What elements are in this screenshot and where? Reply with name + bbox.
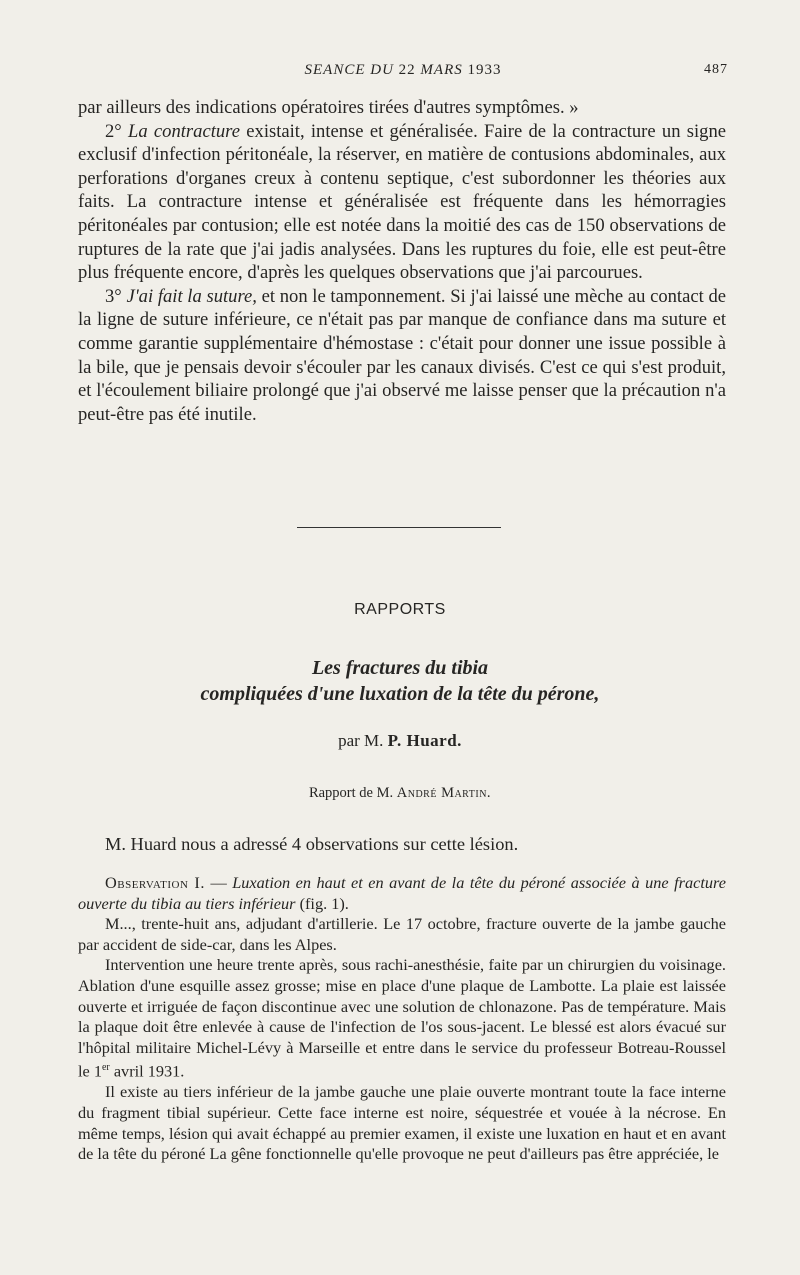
observation-p2-text: Intervention une heure trente après, sous rachi-anesthésie, faite par un chirurgien du voisinage. Ablation d'une esquille assez grosse; mise en place d'une plaque de Lambotte. La plaie est laissée ouverte et irriguée de façon discontinue avec une solution de chlonazone. Pas de température. Mais la plaque doit être enlevée à cause de l'infection de l'os sous-jacent. Le blessé est alors évacué sur l'hôpital militaire Michel-Lévy à Marseille et entre dans le service du professeur Botreau-Roussel le: [78, 955, 726, 1081]
p2-number: 2°: [105, 120, 122, 142]
article-author: [0, 731, 800, 751]
running-header: [78, 62, 728, 84]
p3-emphasis: J'ai fait la suture,: [126, 285, 257, 307]
observation-label: Observation I.: [105, 873, 205, 892]
body-text-top: [78, 96, 726, 426]
running-year: 1933: [467, 62, 502, 78]
observation-p2-end: avril 1931.: [113, 1061, 185, 1081]
article-title-line-1: Les fractures du tibia: [311, 657, 489, 679]
author-prefix: par M.: [338, 731, 384, 750]
figure-ref: (fig. 1).: [299, 893, 349, 913]
paragraph-3: [78, 285, 726, 427]
observation-title: Luxation en haut et en avant de la tête du péroné associée à une fracture ouverte du tibia au tiers inférieur: [78, 873, 726, 913]
p3-number: 3°: [105, 285, 122, 307]
p2-emphasis: La contracture: [128, 120, 240, 142]
author-name: P. Huard.: [387, 731, 462, 750]
report-byline: [0, 785, 800, 802]
article-intro: M. Huard nous a adressé 4 observations sur cette lésion.: [105, 834, 519, 854]
section-divider: [297, 527, 501, 528]
section-heading: RAPPORTS: [354, 601, 446, 618]
observation-p2-day: 1: [93, 1061, 102, 1081]
report-prefix: Rapport de M.: [308, 785, 394, 801]
observation-paragraph-3: Il existe au tiers inférieur de la jambe gauche une plaie ouverte montrant toute la face interne du fragment tibial supérieur. Cette face interne est noire, séquestrée et vouée à la nécrose. En même temps, lésion qui avait échappé au premier examen, il existe une luxation en haut et en avant de la tête du péroné La gêne fonctionnelle qu'elle provoque ne peut d'ailleurs pas être appréciée, le: [78, 1082, 726, 1164]
observation-paragraph-1: M..., trente-huit ans, adjudant d'artillerie. Le 17 octobre, fracture ouverte de la jambe gauche par accident de side-car, dans les Alpes.: [78, 914, 726, 954]
p2-text: existait, intense et généralisée. Faire de la contracture un signe exclusif d'infection péritonéale, la réserver, en matière de contusions abdominales, aux perforations d'organes creux à contenu septique, c'est subordonner les théories aux faits. La contracture intense et généralisée est fréquente dans les hémorragies péritonéales par contusion; elle est notée dans la moitié des cas de 150 observations de ruptures de la rate que j'ai jadis analysées. Dans les ruptures du foie, elle est peut-être plus fréquente encore, d'après les quelques observations que j'ai parcourues.: [78, 120, 727, 284]
report-name: André Martin.: [396, 785, 492, 801]
page-number: 487: [704, 62, 728, 77]
paragraph-1: par ailleurs des indications opératoires tirées d'autres symptômes. »: [78, 97, 579, 118]
running-title: [78, 62, 728, 79]
article-title-line-2: compliquées d'une luxation de la tête du pérone,: [200, 683, 600, 705]
observation-dash: —: [210, 873, 227, 892]
observation-heading: [78, 873, 726, 914]
paragraph-2: [78, 120, 726, 285]
observation-p2-sup: er: [101, 1062, 110, 1074]
observation-paragraph-2: [78, 955, 726, 1082]
running-title-text: SEANCE DU: [304, 62, 394, 78]
observation-block: [78, 873, 726, 1165]
article-title: [0, 655, 800, 707]
p3-text: et non le tamponnement. Si j'ai laissé une mèche au contact de la ligne de suture inférieure, ce n'était pas par manque de confiance dans ma suture et comme garantie supplémentaire d'hémostase : c'était pour donner une issue possible à la bile, que je pensais devoir s'écouler par les canaux divisés. C'est ce qui s'est produit, et l'écoulement biliaire prolongé que j'ai observé me laisse penser que la précaution n'a peut-être pas été inutile.: [78, 285, 726, 425]
running-date: 22: [398, 62, 416, 78]
running-month: MARS: [420, 62, 463, 78]
